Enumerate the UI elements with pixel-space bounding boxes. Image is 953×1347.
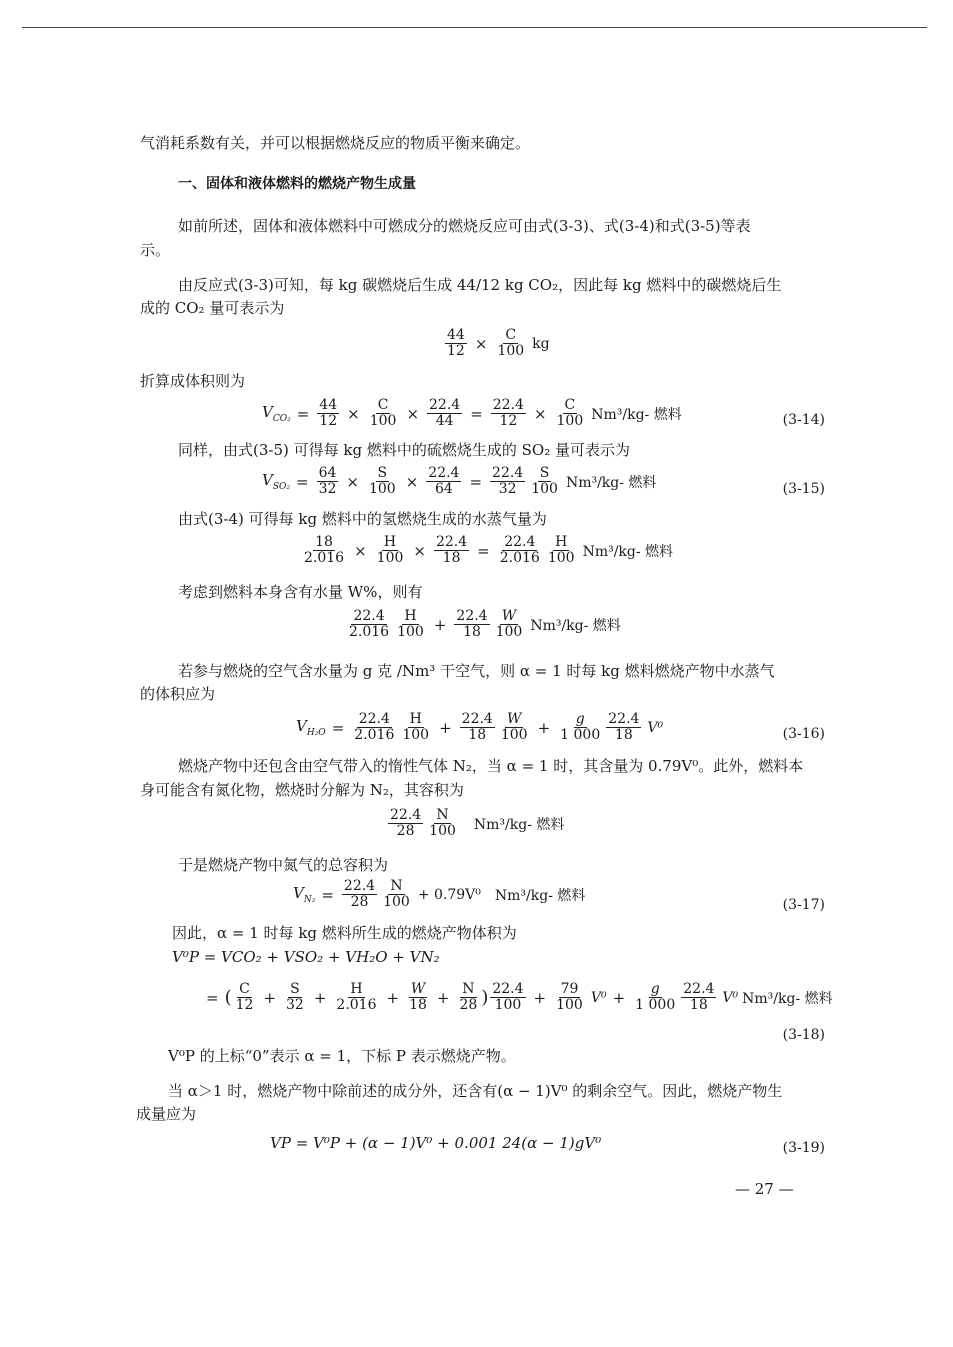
text-line: 于是燃烧产物中氮气的总容积为 (178, 856, 389, 874)
equation-h2o-with-w: $\frac{22.4}{2.016}$ $\frac{H}{100}$ + $\frac{22.4}{18}$ $\frac{W}{100}$ Nm³/kg- 燃料 (349, 608, 621, 641)
text-line: V⁰P 的上标“0”表示 α = 1，下标 P 表示燃烧产物。 (168, 1047, 516, 1065)
equation-3-14: $V_{CO_2}$ = $\frac{44}{12}$ × $\frac{C}{100}$ × $\frac{22.4}{44}$ = $\frac{22.4}{12}$ × $\frac{C}{100}$ Nm³/kg- 燃料 (262, 397, 682, 430)
text-line: 由反应式(3-3)可知，每 kg 碳燃烧后生成 44/12 kg CO₂，因此每 kg 燃料中的碳燃烧后生 (178, 276, 782, 294)
text-line: 由式(3-4) 可得每 kg 燃料中的氢燃烧生成的水蒸气量为 (178, 510, 547, 528)
equation-number: (3-14) (782, 412, 825, 428)
text-line: 燃烧产物中还包含由空气带入的惰性气体 N₂，当 α = 1 时，其含量为 0.79V⁰。此外，燃料本 (178, 757, 804, 775)
equation-number: (3-16) (782, 726, 825, 742)
equation-3-17: $V_{N_2}$ = $\frac{22.4}{28}$ $\frac{N}{100}$ + 0.79V⁰ Nm³/kg- 燃料 (293, 878, 586, 911)
unit-kg: kg (532, 335, 550, 352)
unit-label: Nm³/kg- 燃料 (473, 816, 565, 833)
equation-h2o-from-h: $\frac{18}{2.016}$ × $\frac{H}{100}$ × $\frac{22.4}{18}$ = $\frac{22.4}{2.016}$ $\frac{H}{100}$ Nm³/kg- 燃料 (304, 534, 674, 567)
text-line: 因此，α = 1 时每 kg 燃料所生成的燃烧产物体积为 (172, 924, 517, 942)
equation-number: (3-15) (782, 481, 825, 497)
equation-3-19: VP = V⁰P + (α − 1)V⁰ + 0.001 24(α − 1)gV⁰ (270, 1134, 602, 1152)
equation-3-15: $V_{SO_2}$ = $\frac{64}{32}$ × $\frac{S}{100}$ × $\frac{22.4}{64}$ = $\frac{22.4}{32}$ $\frac{S}{100}$ Nm³/kg- 燃料 (262, 465, 657, 498)
equation-3-16: $V_{H_2O}$ = $\frac{22.4}{2.016}$ $\frac{H}{100}$ + $\frac{22.4}{18}$ $\frac{W}{100}$ + $\frac{g}{1 000}$ $\frac{22.4}{18}$ V⁰ (296, 711, 664, 744)
text-line: 当 α＞1 时，燃烧产物中除前述的成分外，还含有(α − 1)V⁰ 的剩余空气。因此，燃烧产物生 (168, 1082, 783, 1100)
text-line: 考虑到燃料本身含有水量 W%，则有 (178, 583, 423, 601)
equation-co2-mass: $\frac{44}{12}$ × $\frac{C}{100}$ kg (447, 327, 550, 360)
unit-label: Nm³/kg- 燃料 (565, 474, 657, 491)
equation-number: (3-18) (782, 1027, 825, 1043)
n2-air-term: + 0.79V⁰ (417, 886, 481, 903)
top-rule (22, 27, 927, 28)
text-line: 身可能含有氮化物，燃烧时分解为 N₂，其容积为 (140, 781, 464, 799)
unit-label: Nm³/kg- 燃料 (494, 887, 586, 904)
section-heading: 一、固体和液体燃料的燃烧产物生成量 (178, 176, 416, 192)
page-number: — 27 — (735, 1180, 794, 1198)
unit-label: Nm³/kg- 燃料 (530, 617, 621, 634)
v0-symbol: V⁰ (722, 989, 739, 1006)
equation-3-18-lhs: V⁰P = VCO₂ + VSO₂ + VH₂O + VN₂ (172, 948, 440, 966)
text-line: 成的 CO₂ 量可表示为 (140, 299, 285, 317)
unit-label: Nm³/kg- 燃料 (591, 406, 682, 423)
text-line: 如前所述，固体和液体燃料中可燃成分的燃烧反应可由式(3-3)、式(3-4)和式(3-5)等表 (178, 217, 751, 235)
v0-symbol: V⁰ (647, 719, 664, 736)
unit-label: Nm³/kg- 燃料 (742, 990, 833, 1007)
text-line: 的体积应为 (140, 685, 216, 703)
text-line: 成量应为 (136, 1105, 197, 1123)
text-line: 同样，由式(3-5) 可得每 kg 燃料中的硫燃烧生成的 SO₂ 量可表示为 (178, 441, 630, 459)
text-line: 示。 (140, 241, 171, 259)
equation-n-fuel: $\frac{22.4}{28}$ $\frac{N}{100}$ Nm³/kg- 燃料 (390, 807, 565, 840)
text-line: 气消耗系数有关，并可以根据燃烧反应的物质平衡来确定。 (140, 134, 531, 152)
text-line: 若参与燃烧的空气含水量为 g 克 /Nm³ 干空气，则 α = 1 时每 kg 燃料燃烧产物中水蒸气 (178, 662, 775, 680)
equation-3-18-rhs: = ( $\frac{C}{12}$ + $\frac{S}{32}$ + $\frac{H}{2.016}$ + $\frac{W}{18}$ + $\frac{N}{28}$ ) $\frac{22.4}{100}$ + $\frac{79}{100}$ V⁰ + $\frac{g}{1 000}$ $\frac{22.4}{18}$ V⁰ Nm³/kg- 燃料 (206, 981, 833, 1014)
v0-symbol: V⁰ (590, 989, 607, 1006)
unit-label: Nm³/kg- 燃料 (582, 543, 674, 560)
text-line: 折算成体积则为 (140, 372, 246, 390)
equation-number: (3-19) (782, 1140, 825, 1156)
equation-number: (3-17) (782, 897, 825, 913)
